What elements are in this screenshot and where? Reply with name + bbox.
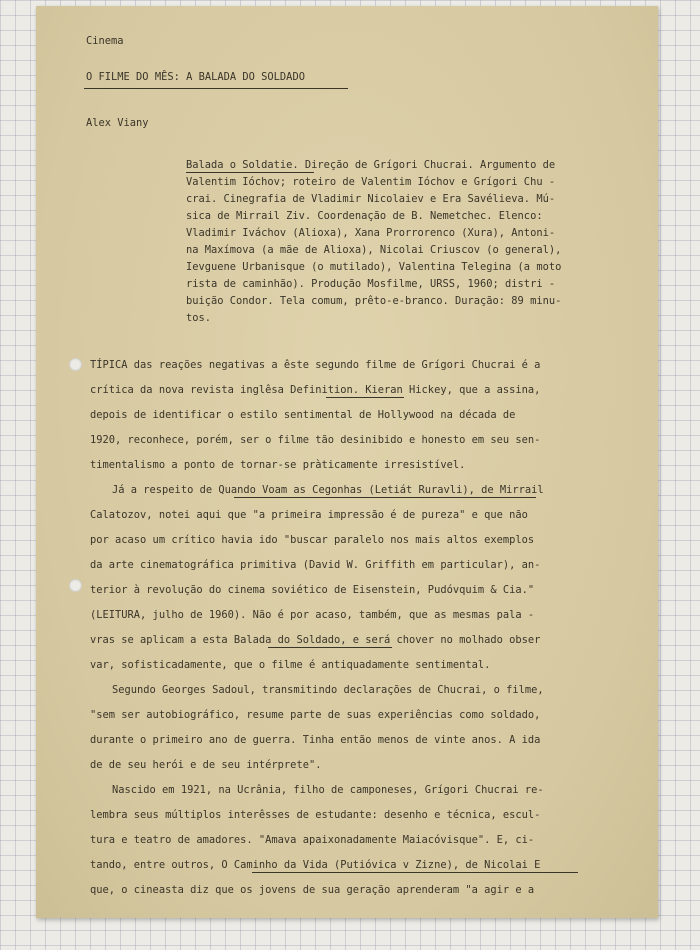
punch-hole [69, 358, 82, 371]
credits-line: Ievguene Urbanisque (o mutilado), Valentina Telegina (a moto [186, 261, 562, 273]
body-line: Segundo Georges Sadoul, transmitindo declarações de Chucrai, o filme, [112, 684, 544, 696]
typewritten-page [36, 6, 658, 918]
body-line: Já a respeito de Quando Voam as Cegonhas (Letiát Ruravli), de Mirrail [112, 484, 544, 496]
body-line: lembra seus múltiplos interêsses de estudante: desenho e técnica, escul- [90, 809, 541, 821]
body-line: (LEITURA, julho de 1960). Não é por acaso, também, que as mesmas pala - [90, 609, 535, 621]
body-line: var, sofisticadamente, que o filme é antiquadamente sentimental. [90, 659, 491, 671]
credits-line: buição Condor. Tela comum, prêto-e-branco. Duração: 89 minu- [186, 295, 562, 307]
title-underline [84, 88, 348, 89]
body-line: tura e teatro de amadores. "Amava apaixonadamente Maiacóvisque". E, ci- [90, 834, 535, 846]
magazine-title-underline [326, 397, 404, 398]
body-line: 1920, reconhece, porém, ser o filme tão desinibido e honesto em seu sen- [90, 434, 541, 446]
body-line: crítica da nova revista inglêsa Definition. Kieran Hickey, que a assina, [90, 384, 541, 396]
credits-line: Vladimir Iváchov (Alioxa), Xana Prorrorenco (Xura), Antoni- [186, 227, 556, 239]
body-line: Calatozov, notei aqui que "a primeira impressão é de pureza" e que não [90, 509, 528, 521]
author-name: Alex Viany [86, 117, 149, 129]
article-title: O FILME DO MÊS: A BALADA DO SOLDADO [86, 71, 305, 83]
body-line: depois de identificar o estilo sentimental de Hollywood na década de [90, 409, 516, 421]
body-line: tando, entre outros, O Caminho da Vida (Putióvica v Zizne), de Nicolai E [90, 859, 541, 871]
body-line: por acaso um crítico havia ido "buscar paralelo nos mais altos exemplos [90, 534, 535, 546]
body-line: terior à revolução do cinema soviético de Eisenstein, Pudóvquim & Cia." [90, 584, 535, 596]
film-title-underline [186, 172, 314, 173]
punch-hole [69, 579, 82, 592]
body-line: que, o cineasta diz que os jovens de sua geração aprenderam "a agir e a [90, 884, 535, 896]
body-line: timentalismo a ponto de tornar-se pràticamente irresistível. [90, 459, 466, 471]
body-line: da arte cinematográfica primitiva (David W. Griffith em particular), an- [90, 559, 541, 571]
body-line: de de seu herói e de seu intérprete". [90, 759, 322, 771]
credits-line: tos. [186, 312, 212, 324]
body-line: "sem ser autobiográfico, resume parte de suas experiências como soldado, [90, 709, 541, 721]
film-title-underline [252, 872, 578, 873]
body-line: Nascido em 1921, na Ucrânia, filho de camponeses, Grígori Chucrai re- [112, 784, 544, 796]
credits-line: Valentim Ióchov; roteiro de Valentim Ióchov e Grígori Chu - [186, 176, 556, 188]
credits-line: rista de caminhão). Produção Mosfilme, URSS, 1960; distri - [186, 278, 556, 290]
film-title-underline [268, 647, 392, 648]
credits-line: crai. Cinegrafia de Vladimir Nicolaiev e Era Savélieva. Mú- [186, 193, 556, 205]
credits-line: sica de Mirrail Ziv. Coordenação de B. Nemetchec. Elenco: [186, 210, 543, 222]
credits-line: Balada o Soldatie. Direção de Grígori Chucrai. Argumento de [186, 159, 556, 171]
body-line: durante o primeiro ano de guerra. Tinha então menos de vinte anos. A ida [90, 734, 541, 746]
section-label: Cinema [86, 35, 124, 47]
body-line: TÍPICA das reações negativas a êste segundo filme de Grígori Chucrai é a [90, 359, 541, 371]
credits-line: na Maxímova (a mãe de Alioxa), Nicolai Criuscov (o general), [186, 244, 562, 256]
body-line: vras se aplicam a esta Balada do Soldado, e será chover no molhado obser [90, 634, 541, 646]
film-title-underline [234, 497, 536, 498]
